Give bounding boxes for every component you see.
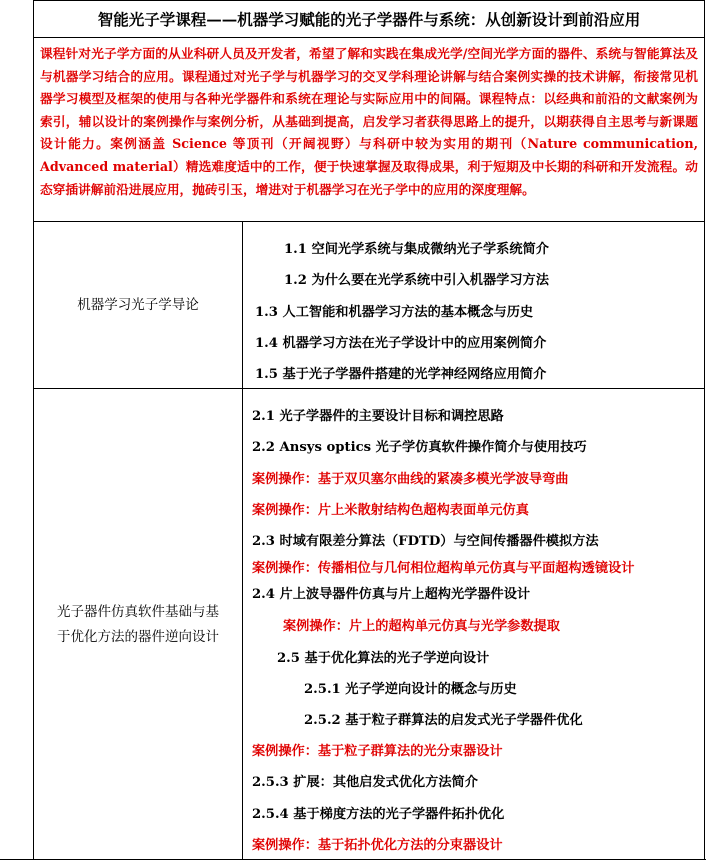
module-2-row [33, 389, 705, 860]
module-1-item: 1.1 空间光学系统与集成微纳光子学系统简介 [284, 242, 549, 257]
module-1-name-text: 机器学习光子学导论 [77, 296, 199, 313]
module-2-name-line1: 光子器件仿真软件基础与基 [57, 603, 219, 620]
module-2-case-item: 案例操作：片上的超构单元仿真与光学参数提取 [283, 619, 560, 634]
module-1-item: 1.2 为什么要在光学系统中引入机器学习方法 [284, 273, 549, 288]
module-2-item: 2.1 光子学器件的主要设计目标和调控思路 [252, 409, 504, 424]
module-1-item: 1.5 基于光子学器件搭建的光学神经网络应用简介 [255, 367, 547, 382]
module-2-item: 2.2 Ansys optics 光子学仿真软件操作简介与使用技巧 [252, 440, 587, 455]
table-bottom-border [0, 859, 706, 860]
module-2-item: 2.5.2 基于粒子群算法的启发式光子学器件优化 [304, 713, 583, 728]
module-1-item: 1.3 人工智能和机器学习方法的基本概念与历史 [255, 305, 534, 320]
module-1-name [34, 222, 243, 388]
course-title: 智能光子学课程——机器学习赋能的光子学器件与系统：从创新设计到前沿应用 [33, 0, 705, 38]
module-2-case-item: 案例操作：基于拓扑优化方法的分束器设计 [252, 838, 503, 853]
module-2-item: 2.5 基于优化算法的光子学逆向设计 [277, 651, 490, 666]
module-2-item: 2.4 片上波导器件仿真与片上超构光学器件设计 [252, 587, 531, 602]
module-1-item: 1.4 机器学习方法在光子学设计中的应用案例简介 [255, 336, 547, 351]
module-1-row [33, 222, 705, 389]
module-2-case-item: 案例操作：传播相位与几何相位超构单元仿真与平面超构透镜设计 [252, 561, 635, 576]
module-2-item: 2.3 时域有限差分算法（FDTD）与空间传播器件模拟方法 [252, 534, 599, 549]
module-2-item: 2.5.3 扩展：其他启发式优化方法简介 [252, 775, 478, 790]
module-2-case-item: 案例操作：基于双贝塞尔曲线的紧凑多模光学波导弯曲 [252, 472, 569, 487]
module-2-name-line2: 于优化方法的器件逆向设计 [57, 628, 219, 645]
module-2-name [34, 389, 243, 860]
module-2-case-item: 案例操作：片上米散射结构色超构表面单元仿真 [252, 503, 529, 518]
module-2-item: 2.5.4 基于梯度方法的光子学器件拓扑优化 [252, 807, 505, 822]
module-2-case-item: 案例操作：基于粒子群算法的光分束器设计 [252, 744, 503, 759]
module-2-item: 2.5.1 光子学逆向设计的概念与历史 [304, 682, 517, 697]
course-intro: 课程针对光子学方面的从业科研人员及开发者，希望了解和实践在集成光学/空间光学方面的器件、系统与智能算法及与机器学习结合的应用。课程通过对光子学与机器学习的交叉学科理论讲解与结合案例实操的技术讲解，衔接常见机器学习模型及框架的使用与各种光学器件和系统在理论与实际应用中的间隔。课程特点：以经典和前沿的文献案例为索引，辅以设计的案例操作与案例分析，从基础到提高，启发学习者获得思路上的提升，以期获得自主思考与新课题设计能力。案例涵盖 Science 等顶刊（开阔视野）与科研中较为实用的期刊（Nature communication, Advanced material）精选难度适中的工作，便于快速掌握及取得成果，利于短期及中长期的科研和开发流程。动态穿插讲解前沿进展应用，抛砖引玉，增进对于机器学习在光子学中的应用的深度理解。 [33, 38, 705, 222]
